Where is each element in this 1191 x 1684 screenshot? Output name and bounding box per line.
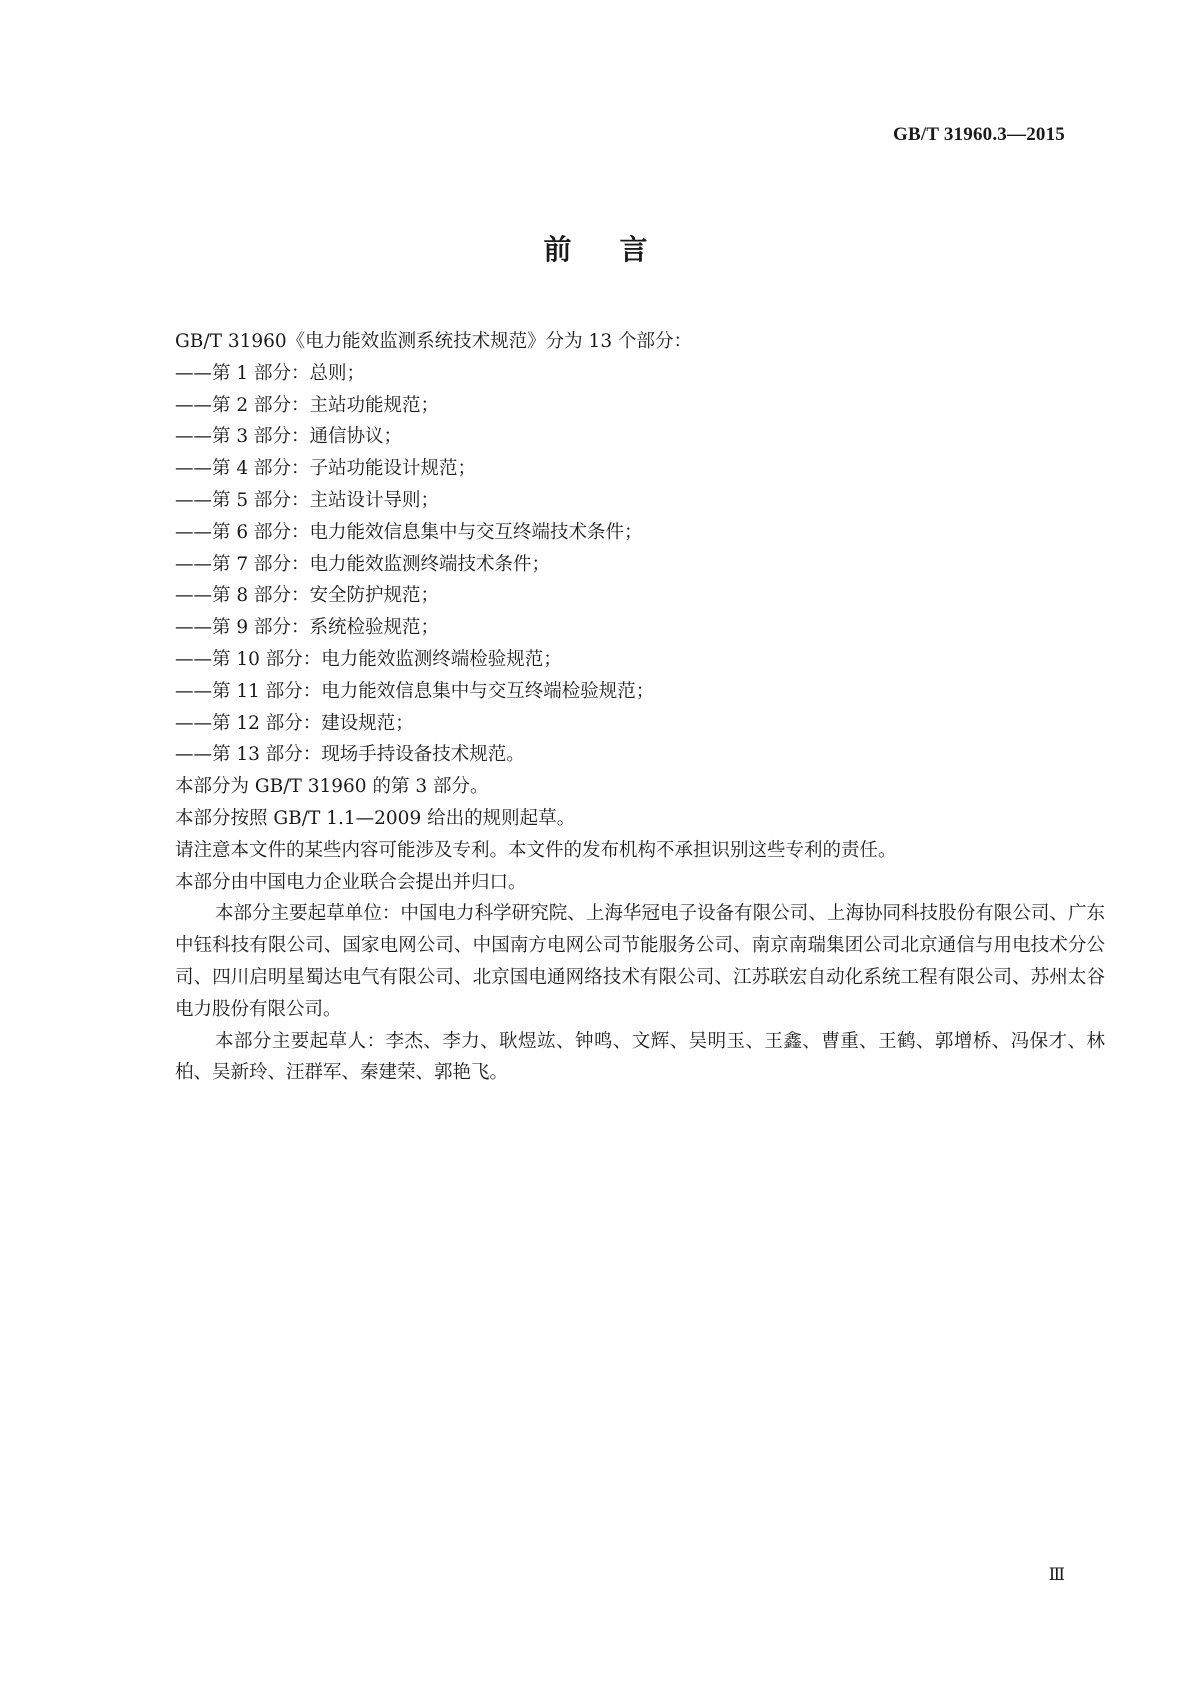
part-of-statement: 本部分为 GB/T 31960 的第 3 部分。 (175, 776, 489, 798)
page-title: 前言 (543, 233, 696, 266)
page-number: Ⅲ (1048, 1565, 1065, 1584)
part-list-item-12: ——第 12 部分：建设规范； (175, 712, 414, 734)
drafting-rules-statement: 本部分按照 GB/T 1.1—2009 给出的规则起草。 (175, 807, 576, 829)
standard-number: GB/T 31960.3—2015 (893, 124, 1065, 145)
part-list-item-5: ——第 5 部分：主站设计导则； (175, 489, 440, 511)
part-list-item-13: ——第 13 部分：现场手持设备技术规范。 (175, 744, 525, 766)
foreword-body (175, 326, 1105, 1089)
part-list-item-2: ——第 2 部分：主站功能规范； (175, 394, 440, 416)
proposed-by-statement: 本部分由中国电力企业联合会提出并归口。 (175, 871, 527, 893)
part-list-item-9: ——第 9 部分：系统检验规范； (175, 617, 440, 639)
part-list-item-10: ——第 10 部分：电力能效监测终端检验规范； (175, 648, 562, 670)
part-list-item-1: ——第 1 部分：总则； (175, 362, 366, 384)
drafters-paragraph: 本部分主要起草人：李杰、李力、耿煜竑、钟鸣、文辉、吴明玉、王鑫、曹重、王鹤、郭增桥、冯保才、林柏、吴新玲、汪群军、秦建荣、郭艳飞。 (175, 1030, 1105, 1084)
part-list-item-4: ——第 4 部分：子站功能设计规范； (175, 458, 477, 480)
part-list-item-3: ——第 3 部分：通信协议； (175, 426, 403, 448)
part-list-item-8: ——第 8 部分：安全防护规范； (175, 585, 440, 607)
patent-notice: 请注意本文件的某些内容可能涉及专利。本文件的发布机构不承担识别这些专利的责任。 (175, 839, 897, 861)
drafting-units-paragraph: 本部分主要起草单位：中国电力科学研究院、上海华冠电子设备有限公司、上海协同科技股份有限公司、广东中钰科技有限公司、国家电网公司、中国南方电网公司节能服务公司、南京南瑞集团公司北京通信与用电技术分公司、四川启明星蜀达电气有限公司、北京国电通网络技术有限公司、江苏联宏自动化系统工程有限公司、苏州太谷电力股份有限公司。 (175, 903, 1105, 1020)
intro-paragraph: GB/T 31960《电力能效监测系统技术规范》分为 13 个部分： (175, 331, 692, 352)
part-list-item-7: ——第 7 部分：电力能效监测终端技术条件； (175, 553, 551, 575)
part-list-item-6: ——第 6 部分：电力能效信息集中与交互终端技术条件； (175, 521, 643, 543)
part-list-item-11: ——第 11 部分：电力能效信息集中与交互终端检验规范； (175, 680, 655, 702)
